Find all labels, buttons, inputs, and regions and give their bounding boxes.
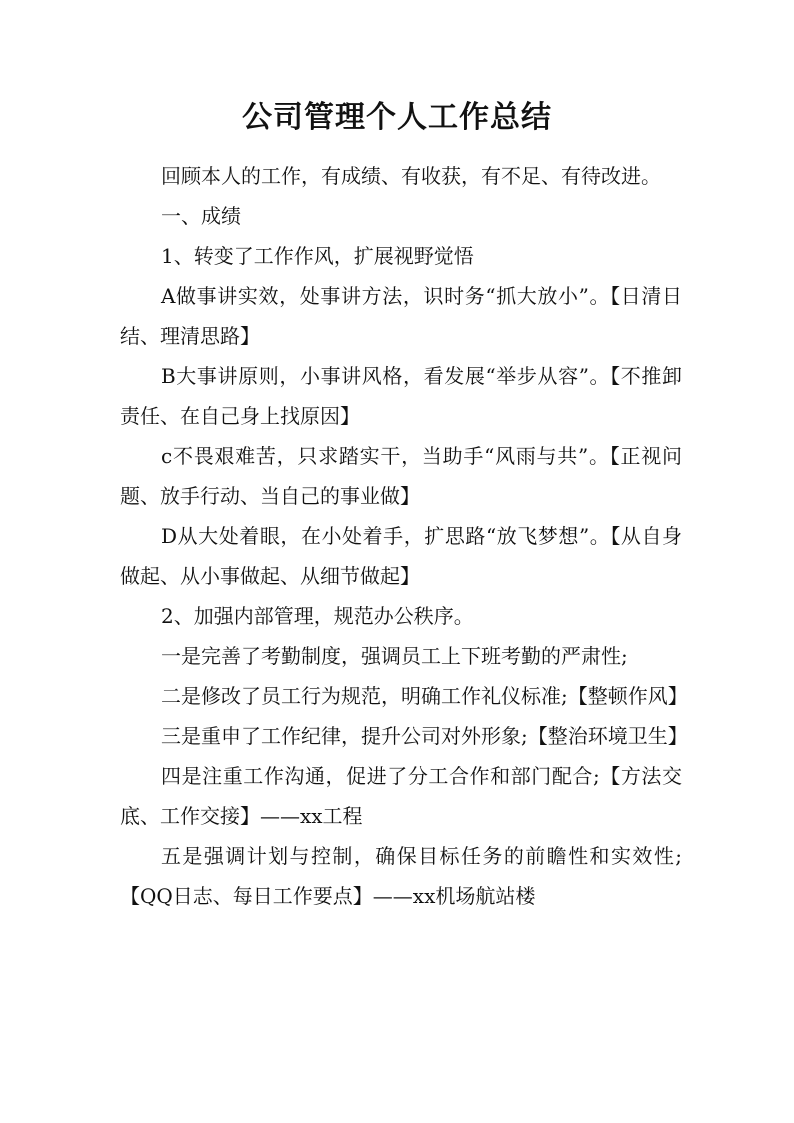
paragraph-item-b: B大事讲原则，小事讲风格，看发展“举步从容”。【不推卸责任、在自己身上找原因】 <box>120 364 682 428</box>
paragraph-item-a: A做事讲实效，处事讲方法，识时务“抓大放小”。【日清日结、理清思路】 <box>120 284 682 348</box>
section-heading-achievements: 一、成绩 <box>161 204 241 228</box>
paragraph-item-c: c不畏艰难苦，只求踏实干，当助手“风雨与共”。【正视问题、放手行动、当自己的事业做】 <box>120 444 682 508</box>
paragraph-point-four: 四是注重工作沟通，促进了分工合作和部门配合;【方法交底、工作交接】——xx工程 <box>120 764 682 828</box>
subheading-internal-management: 2、加强内部管理，规范办公秩序。 <box>161 604 474 628</box>
document-body <box>120 156 688 916</box>
paragraph-point-five: 五是强调计划与控制，确保目标任务的前瞻性和实效性;【QQ日志、每日工作要点】——xx机场航站楼 <box>120 844 682 908</box>
paragraph-intro: 回顾本人的工作，有成绩、有收获，有不足、有待改进。 <box>161 164 661 188</box>
paragraph-point-one: 一是完善了考勤制度，强调员工上下班考勤的严肃性; <box>161 644 628 668</box>
paragraph-item-d: D从大处着眼，在小处着手，扩思路“放飞梦想”。【从自身做起、从小事做起、从细节做起】 <box>120 524 682 588</box>
document-title: 公司管理个人工作总结 <box>242 100 552 135</box>
paragraph-point-two: 二是修改了员工行为规范，明确工作礼仪标准;【整顿作风】 <box>161 684 688 708</box>
paragraph-point-three: 三是重申了工作纪律，提升公司对外形象;【整治环境卫生】 <box>161 724 688 748</box>
subheading-work-style: 1、转变了工作作风，扩展视野觉悟 <box>161 244 474 268</box>
